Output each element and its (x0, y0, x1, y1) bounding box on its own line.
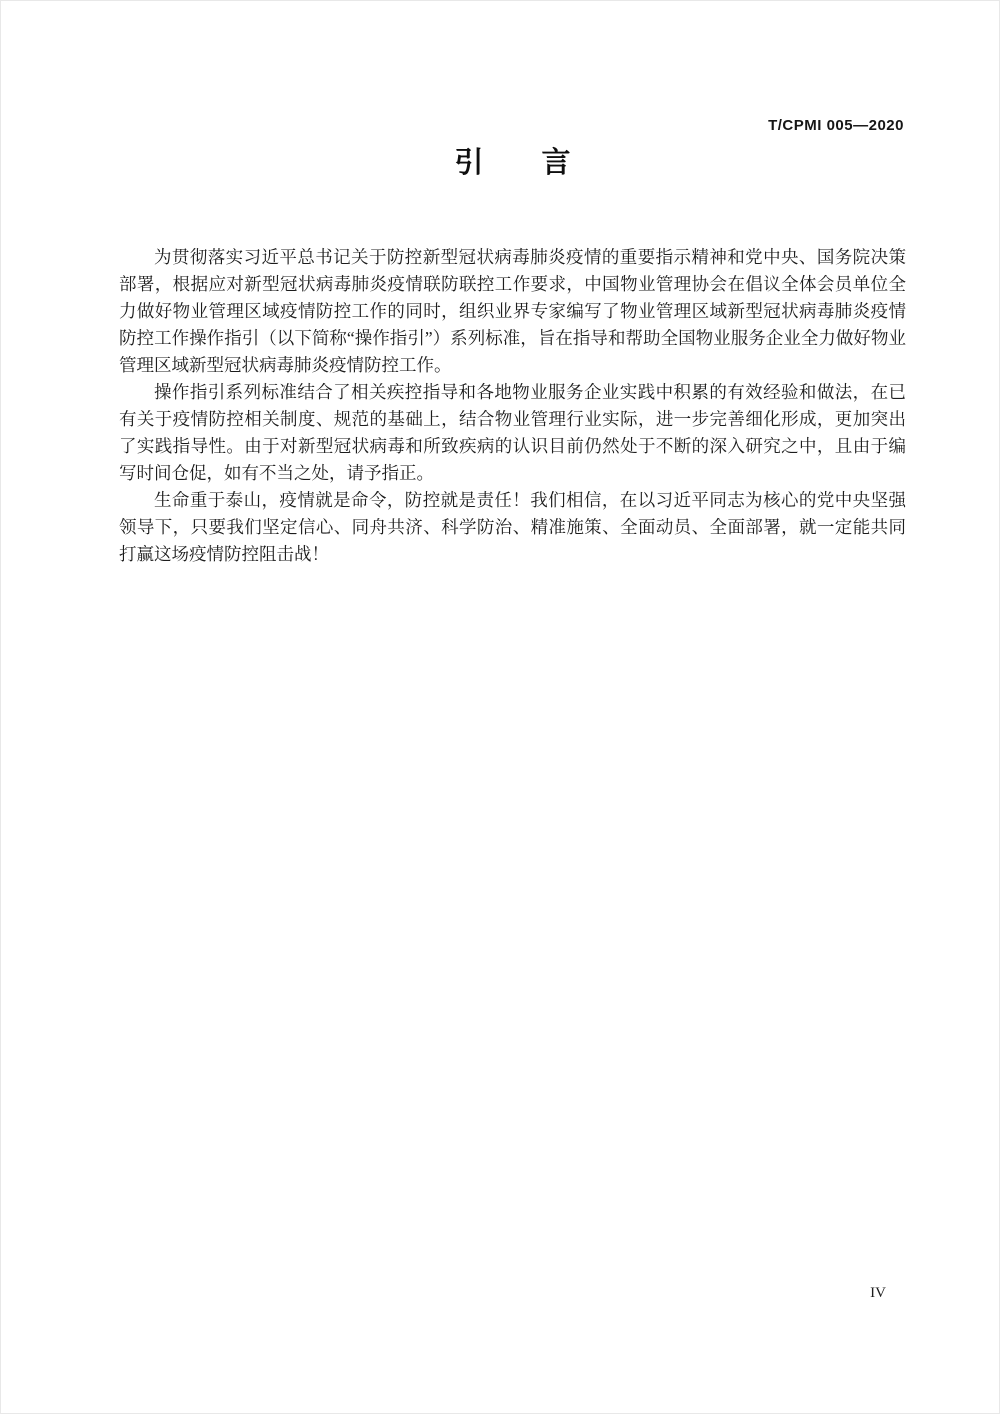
page-title: 引 言 (454, 147, 571, 179)
document-footer (870, 1285, 886, 1302)
document-body (119, 244, 906, 568)
standard-number: T/CPMI 005—2020 (768, 117, 904, 134)
document-header (768, 117, 904, 134)
page-number: IV (870, 1285, 886, 1301)
paragraph-3: 生命重于泰山，疫情就是命令，防控就是责任！我们相信，在以习近平同志为核心的党中央坚强领导下，只要我们坚定信心、同舟共济、科学防治、精准施策、全面动员、全面部署，就一定能共同打赢这场疫情防控阻击战！ (119, 490, 906, 564)
paragraph-2: 操作指引系列标准结合了相关疾控指导和各地物业服务企业实践中积累的有效经验和做法，在已有关于疫情防控相关制度、规范的基础上，结合物业管理行业实际，进一步完善细化形成，更加突出了实践指导性。由于对新型冠状病毒和所致疾病的认识目前仍然处于不断的深入研究之中，且由于编写时间仓促，如有不当之处，请予指正。 (119, 382, 906, 483)
paragraph-1: 为贯彻落实习近平总书记关于防控新型冠状病毒肺炎疫情的重要指示精神和党中央、国务院决策部署，根据应对新型冠状病毒肺炎疫情联防联控工作要求，中国物业管理协会在倡议全体会员单位全力做好物业管理区域疫情防控工作的同时，组织业界专家编写了物业管理区域新型冠状病毒肺炎疫情防控工作操作指引（以下简称“操作指引”）系列标准，旨在指导和帮助全国物业服务企业全力做好物业管理区域新型冠状病毒肺炎疫情防控工作。 (119, 247, 906, 375)
